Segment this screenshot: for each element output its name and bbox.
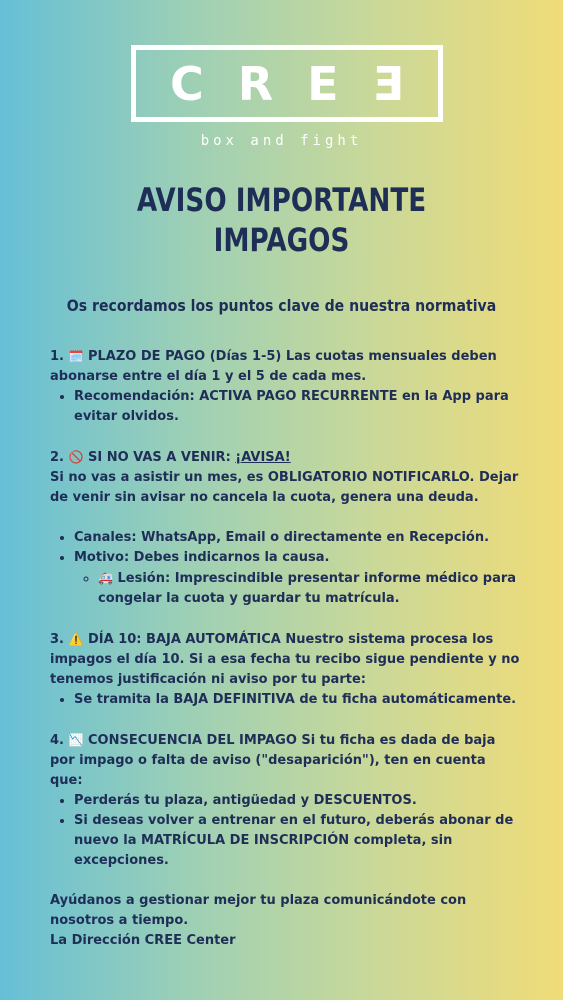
list-item-nested-text: Lesión: Imprescindible presentar informe médico para congelar la cuota y guardar tu matrícula. [98,571,517,606]
logo-letter-r: R [237,56,274,111]
list-item: • Si deseas volver a entrenar en el futuro, deberás abonar de nuevo la MATRÍCULA DE INSCRIPCIÓN completa, sin excepciones. [74,811,520,871]
ambulance-icon: 🚑 [98,571,113,585]
section-consequences [50,730,520,871]
section-3-body: DÍA 10: BAJA AUTOMÁTICA Nuestro sistema procesa los impagos el día 10. Si a esa fecha tu recibo sigue pendiente y no tenemos justificación ni aviso por tu parte: [50,632,520,687]
section-2-body: Si no vas a asistir un mes, es OBLIGATORIO NOTIFICARLO. Dejar de venir sin avisar no cancela la cuota, genera una deuda. [50,470,519,505]
prohibited-icon: 🚫 [68,450,84,464]
section-2-number: 2. [50,450,64,465]
section-3-text [50,629,520,690]
section-1-text [50,346,520,387]
logo-letter-c: C [169,56,204,111]
section-2-title-underlined: ¡AVISA! [235,450,291,465]
list-item-text: Motivo: Debes indicarnos la causa. [74,550,330,565]
list-item: • Perderás tu plaza, antigüedad y DESCUENTOS. [74,791,520,811]
section-3-number: 3. [50,632,64,647]
list-item-nested [98,568,520,609]
notice-body [50,346,520,951]
title-line-2: IMPAGOS [213,221,350,259]
list-item [74,548,520,609]
list-item: • Recomendación: ACTIVA PAGO RECURRENTE en la App para evitar olvidos. [74,387,520,427]
section-payment-deadline [50,346,520,427]
section-4-body: CONSECUENCIA DEL IMPAGO Si tu ficha es dada de baja por impago o falta de aviso ("desaparición"), ten en cuenta que: [50,733,496,788]
calendar-icon: 🗓️ [68,349,84,363]
page-title [51,180,513,260]
logo-letter-e: E [307,56,339,111]
section-1-number: 1. [50,349,64,364]
section-2-title: SI NO VAS A VENIR: [88,450,236,465]
page-subtitle: Os recordamos los puntos clave de nuestra normativa [66,296,497,315]
section-1-body: PLAZO DE PAGO (Días 1-5) Las cuotas mensuales deben abonarse entre el día 1 y el 5 de cada mes. [50,349,497,384]
section-2-heading [50,447,520,468]
section-4-number: 4. [50,733,64,748]
section-notify-absence [50,447,520,609]
logo-letters [170,57,404,111]
signature: La Dirección CREE Center [50,933,236,948]
list-item: • Canales: WhatsApp, Email o directamente en Recepción. [74,528,520,548]
closing-text: Ayúdanos a gestionar mejor tu plaza comunicándote con nosotros a tiempo. [50,893,467,928]
cree-logo [131,45,443,122]
title-line-1: AVISO IMPORTANTE [136,181,427,219]
section-4-text [50,730,520,791]
logo-letter-e-mirrored: E [372,56,405,111]
list-item: • Se tramita la BAJA DEFINITIVA de tu ficha automáticamente. [74,690,520,710]
chart-decreasing-icon: 📉 [68,733,84,747]
logo-tagline: box and fight [200,133,363,149]
warning-icon: ⚠️ [68,632,84,646]
section-automatic-cancellation [50,629,520,710]
